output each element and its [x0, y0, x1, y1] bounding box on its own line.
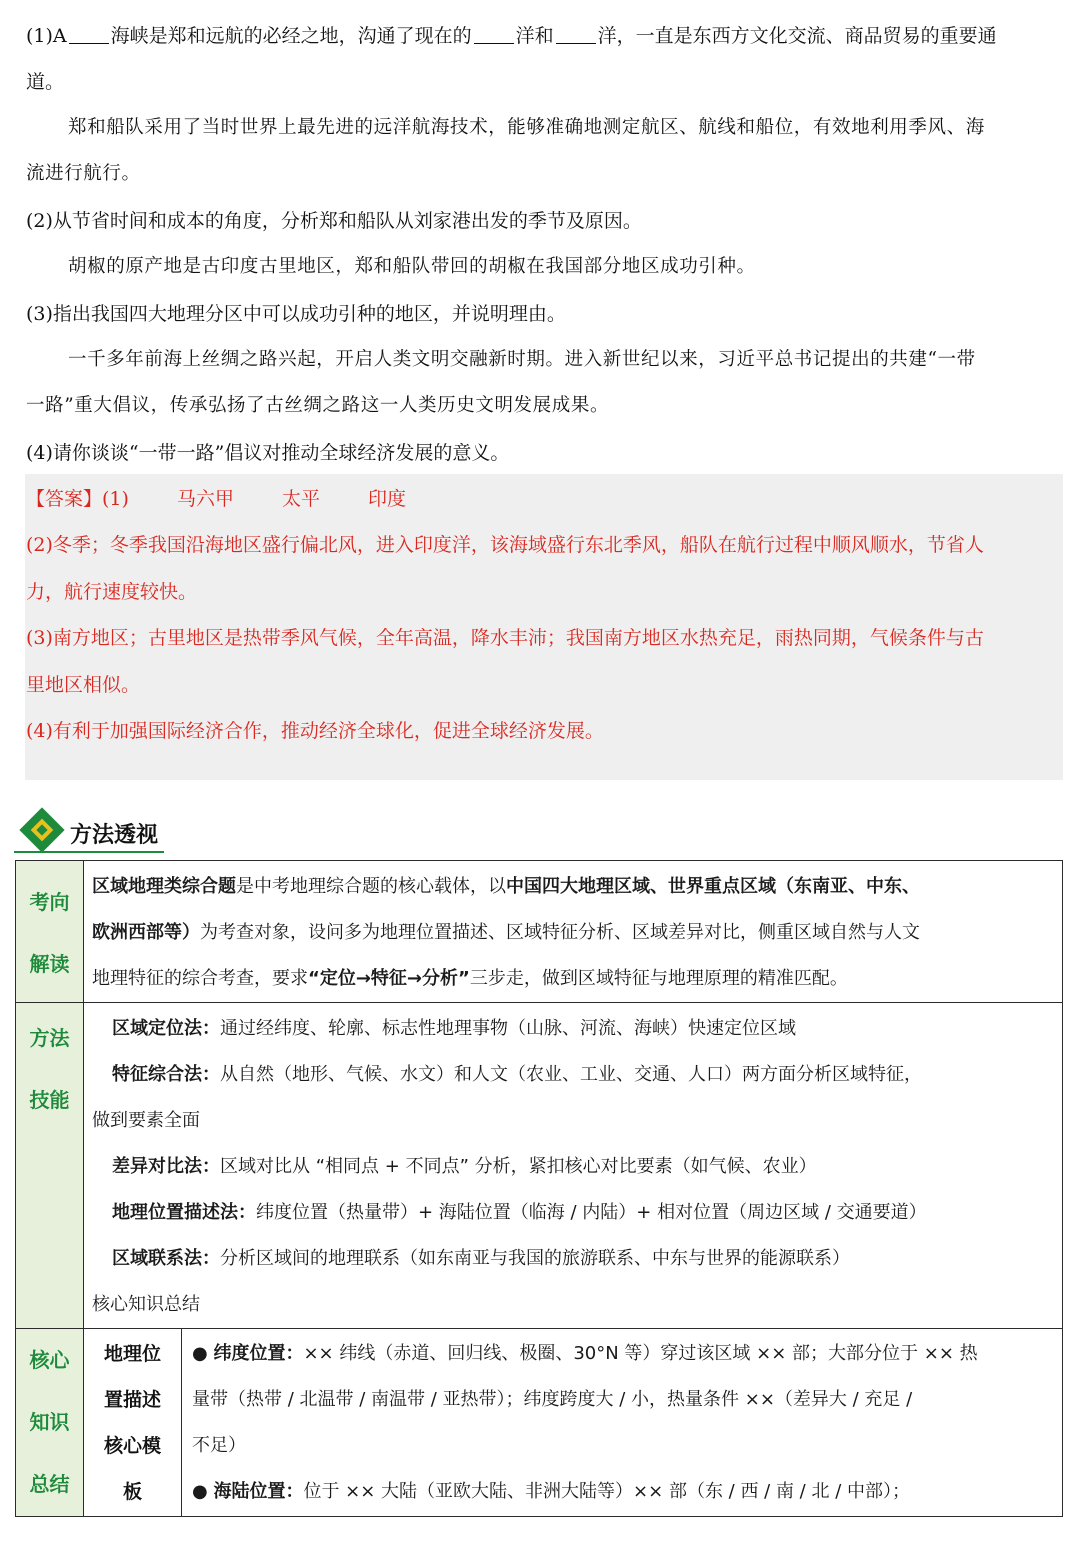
table-row-exam-direction [16, 861, 1063, 1003]
material-paragraph-3-cont: 一路”重大倡议，传承弘扬了古丝绸之路这一人类历史文明发展成果。 [26, 395, 610, 416]
answer-3: (3)南方地区；古里地区是热带季风气候，全年高温，降水丰沛；我国南方地区水热充足，雨热同期，气候条件与古 [26, 627, 984, 649]
answer-1: 【答案】(1) 马六甲 太平 印度 [26, 488, 406, 510]
material-paragraph-2: 胡椒的原产地是古印度古里地区，郑和船队带回的胡椒在我国部分地区成功引种。 [68, 256, 756, 277]
answer-item: 太平 [281, 488, 320, 510]
question-1: (1)A 海峡是郑和远航的必经之地，沟通了现在的 洋和 洋，一直是东西方文化交流、商品贸易的重要通 [26, 25, 997, 47]
answer-item: 马六甲 [176, 488, 234, 510]
answer-blank [69, 25, 109, 44]
answer-3-cont: 里地区相似。 [26, 674, 141, 696]
row-label: 方法 技能 [16, 1003, 84, 1329]
answer-blank [556, 25, 596, 44]
row-content: 区域定位法：通过经纬度、轮廓、标志性地理事物（山脉、河流、海峡）快速定位区域 特征综合法：从自然（地形、气候、水文）和人文（农业、工业、交通、人口）两方面分析区域特征， 做到要素全面 差异对比法：区域对比从 “相同点 + 不同点” 分析，紧扣核心对比要素（如气候、农业） 地理位置描述法：纬度位置（热量带）+ 海陆位置（临海 / 内陆）+ 相对位置（周边区域 / 交通要道） 区域联系法：分析区域间的地理联系（如东南亚与我国的旅游联系、中东与世界的能源联系） 核心知识总结 [84, 1003, 1063, 1329]
answer-item: 印度 [367, 488, 406, 510]
row-label: 核心 知识 总结 [16, 1329, 84, 1517]
question-2: (2)从节省时间和成本的角度，分析郑和船队从刘家港出发的季节及原因。 [26, 210, 642, 232]
table-row-method-skills [16, 1003, 1063, 1329]
bullet-icon: ● [192, 1481, 208, 1502]
answer-2-cont: 力，航行速度较快。 [26, 581, 198, 603]
sub-label-location-template: 地理位 置描述 核心模 板 [84, 1329, 182, 1517]
section-title-text: 方法透视 [70, 823, 159, 848]
answer-tag: 【答案】 [26, 488, 103, 510]
row-label: 考向 解读 [16, 861, 84, 1003]
material-paragraph-3: 一千多年前海上丝绸之路兴起，开启人类文明交融新时期。进入新世纪以来，习近平总书记提出的共建“一带 [68, 349, 976, 370]
material-paragraph-1: 郑和船队采用了当时世界上最先进的远洋航海技术，能够准确地测定航区、航线和船位，有效地利用季风、海 [68, 117, 985, 138]
answer-2: (2)冬季；冬季我国沿海地区盛行偏北风，进入印度洋，该海域盛行东北季风，船队在航行过程中顺风顺水，节省人 [26, 534, 984, 556]
section-title-underline [14, 851, 164, 853]
material-paragraph-1-cont: 流进行航行。 [26, 163, 141, 184]
question-1-cont: 道。 [26, 71, 65, 93]
table-row-core-knowledge [16, 1329, 1063, 1517]
question-4: (4)请你谈谈“一带一路”倡议对推动全球经济发展的意义。 [26, 442, 510, 464]
answer-4: (4)有利于加强国际经济合作，推动经济全球化，促进全球经济发展。 [26, 720, 604, 742]
bullet-icon: ● [192, 1343, 208, 1364]
row-content: 区域地理类综合题是中考地理综合题的核心载体，以中国四大地理区域、世界重点区域（东南亚、中东、 欧洲西部等）为考查对象，设问多为地理位置描述、区域特征分析、区域差异对比，侧重区域自然与人文 地理特征的综合考查，要求“定位→特征→分析”三步走，做到区域特征与地理原理的精准匹配。 [84, 861, 1063, 1003]
template-content: ● 纬度位置：×× 纬线（赤道、回归线、极圈、30°N 等）穿过该区域 ×× 部；大部分位于 ×× 热 量带（热带 / 北温带 / 南温带 / 亚热带）；纬度跨度大 / 小，热量条件 ××（差异大 / 充足 / 不足） ● 海陆位置：位于 ×× 大陆（亚欧大陆、非洲大陆等）×× 部（东 / 西 / 南 / 北 / 中部）； [182, 1329, 1063, 1517]
method-table [15, 860, 1063, 1517]
section-title [24, 806, 284, 852]
question-3: (3)指出我国四大地理分区中可以成功引种的地区，并说明理由。 [26, 303, 566, 325]
answer-blank [474, 25, 514, 44]
